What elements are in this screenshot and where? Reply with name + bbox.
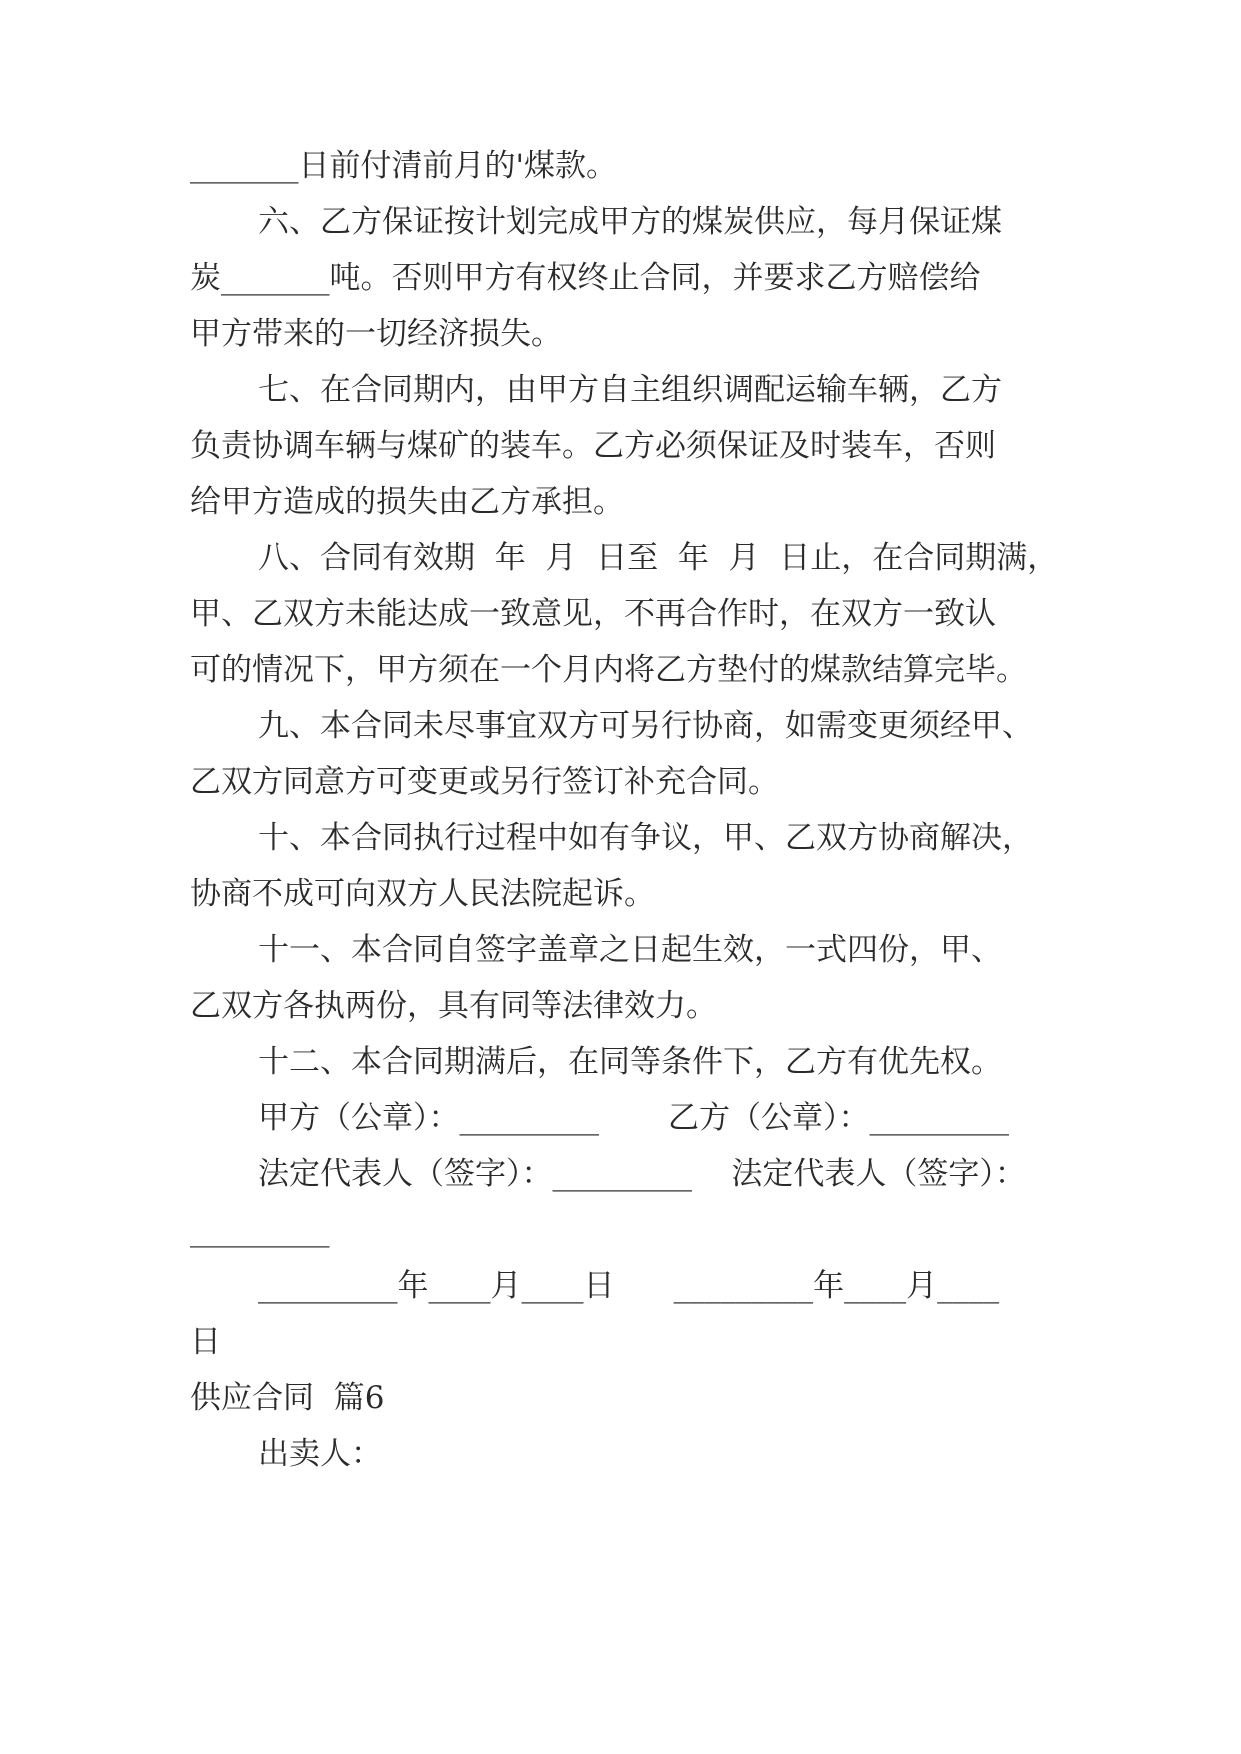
text-line: 给甲方造成的损失由乙方承担。 bbox=[190, 484, 624, 520]
clause-8-line: 八、合同有效期 年 月 日至 年 月 日止，在合同期满， bbox=[258, 540, 1059, 576]
clause-12-line: 十二、本合同期满后，在同等条件下，乙方有优先权。 bbox=[258, 1044, 1002, 1080]
text-line: 协商不成可向双方人民法院起诉。 bbox=[190, 876, 655, 912]
seller-label: 出卖人： bbox=[258, 1436, 382, 1472]
date-line: _________年____月____日 _________年____月____ bbox=[258, 1268, 1000, 1304]
section-title: 供应合同 篇6 bbox=[190, 1380, 385, 1416]
clause-10-line: 十、本合同执行过程中如有争议，甲、乙双方协商解决， bbox=[258, 820, 1033, 856]
legal-representative-line: 法定代表人（签字）：_________ 法定代表人（签字）： bbox=[258, 1156, 1026, 1192]
party-seal-line: 甲方（公章）：_________ 乙方（公章）：_________ bbox=[258, 1100, 1009, 1136]
text-line: 甲、乙双方未能达成一致意见，不再合作时，在双方一致认 bbox=[190, 596, 996, 632]
clause-9-line: 九、本合同未尽事宜双方可另行协商，如需变更须经甲、 bbox=[258, 708, 1033, 744]
clause-7-line: 七、在合同期内，由甲方自主组织调配运输车辆，乙方 bbox=[258, 372, 1002, 408]
text-line: 甲方带来的一切经济损失。 bbox=[190, 316, 562, 352]
text-line: 负责协调车辆与煤矿的装车。乙方必须保证及时装车，否则 bbox=[190, 428, 996, 464]
date-line-end: 日 bbox=[190, 1324, 221, 1360]
text-line: 可的情况下，甲方须在一个月内将乙方垫付的煤款结算完毕。 bbox=[190, 652, 1027, 688]
signature-blank: _________ bbox=[190, 1212, 330, 1248]
clause-6-line: 六、乙方保证按计划完成甲方的煤炭供应，每月保证煤 bbox=[258, 204, 1002, 240]
text-line: 乙双方各执两份，具有同等法律效力。 bbox=[190, 988, 717, 1024]
text-line: 乙双方同意方可变更或另行签订补充合同。 bbox=[190, 764, 779, 800]
text-line: 炭_______吨。否则甲方有权终止合同，并要求乙方赔偿给 bbox=[190, 260, 981, 296]
clause-11-line: 十一、本合同自签字盖章之日起生效，一式四份，甲、 bbox=[258, 932, 1002, 968]
text-line: _______日前付清前月的'煤款。 bbox=[190, 148, 618, 184]
